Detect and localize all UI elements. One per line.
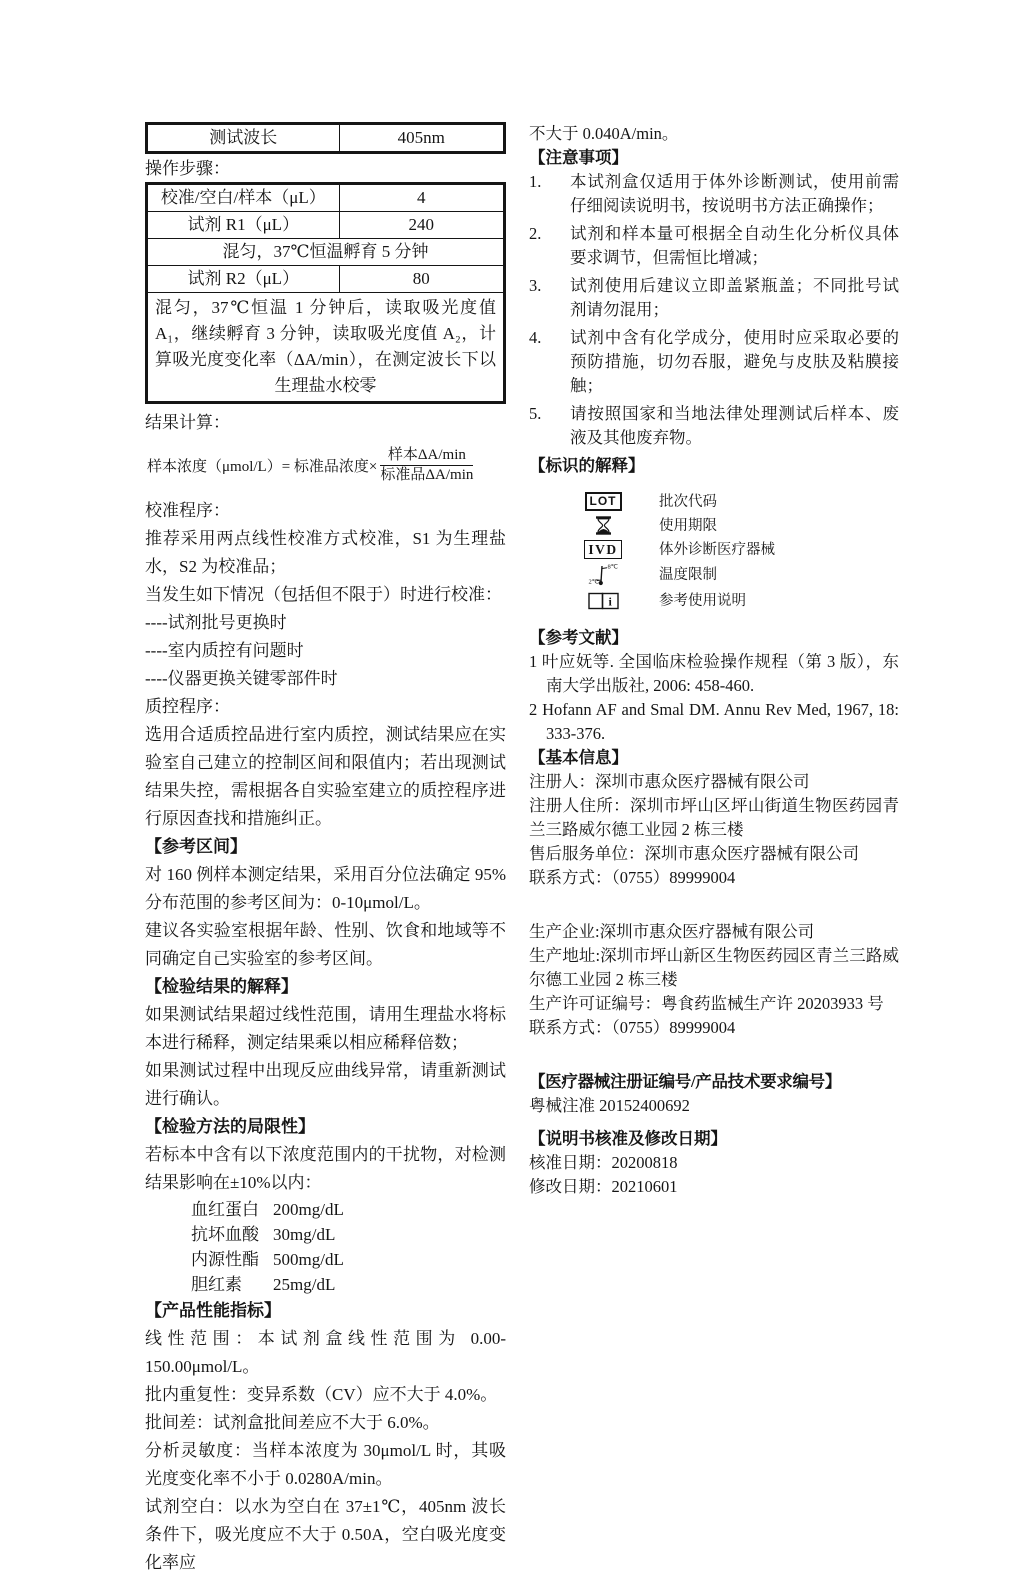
table-row — [147, 239, 505, 266]
reference-item: 2 Hofann AF and Smal DM. Annu Rev Med, 1967, 18: 333-376. — [529, 700, 899, 743]
table-row — [147, 124, 505, 153]
interferent-value: 500mg/dL — [273, 1250, 344, 1269]
performance-line: 分析灵敏度：当样本浓度为 30μmol/L 时，其吸光度变化率不小于 0.0280A/min。 — [145, 1441, 506, 1488]
ivd-icon: IVD — [571, 540, 635, 559]
result-formula — [147, 446, 506, 485]
contact-line: 联系方式：（0755）89999004 — [529, 1018, 736, 1037]
manufacturing-address-line: 生产地址:深圳市坪山新区生物医药园区青兰三路威尔德工业园 2 栋三楼 — [529, 946, 899, 989]
svg-text:2℃: 2℃ — [588, 578, 600, 586]
operation-steps-label: 操作步骤： — [145, 159, 230, 178]
qc-title: 质控程序： — [145, 697, 230, 716]
interferent-value: 200mg/dL — [273, 1200, 344, 1219]
precaution-number: 5. — [529, 404, 542, 423]
interferent-value: 30mg/dL — [273, 1225, 336, 1244]
manufacturer-line: 生产企业:深圳市惠众医疗器械有限公司 — [529, 922, 815, 941]
right-column — [529, 122, 899, 1577]
symbol-row — [529, 514, 899, 537]
symbol-row — [529, 562, 899, 588]
qc-body: 选用合适质控品进行室内质控，测试结果应在实验室自己建立的控制区间和限值内；若出现测试结果失控，需根据各自实验室建立的质控程序进行原因查找和措施纠正。 — [145, 725, 506, 828]
basic-info-title: 【基本信息】 — [529, 748, 628, 767]
precaution-text: 本试剂盒仅适用于体外诊断测试，使用前需仔细阅读说明书，按说明书方法正确操作； — [570, 172, 899, 215]
interpretation-text: 如果测试过程中出现反应曲线异常，请重新测试进行确认。 — [145, 1061, 506, 1108]
symbol-label: 温度限制 — [659, 567, 717, 583]
reference-interval-text: 对 160 例样本测定结果，采用百分位法确定 95%分布范围的参考区间为：0-10μmol/L。 — [145, 865, 506, 912]
interferent-row — [145, 1247, 506, 1272]
precaution-item — [529, 402, 899, 450]
op-row-note: 混匀，37℃恒温 1 分钟后，读取吸光度值 A₁，继续孵育 3 分钟，读取吸光度值 A₂，计算吸光度变化率（ΔA/min），在测定波长下以生理盐水校零 — [147, 293, 505, 403]
svg-text:i: i — [608, 594, 612, 608]
fraction-denominator: 标准品ΔA/min — [380, 467, 474, 483]
calibration-intro: 推荐采用两点线性校准方式校准，S1 为生理盐水，S2 为校准品； — [145, 529, 506, 576]
op-row-label: 试剂 R1（μL） — [147, 212, 340, 239]
op-row-note: 混匀，37℃恒温孵育 5 分钟 — [147, 239, 505, 266]
symbol-label: 参考使用说明 — [659, 592, 746, 609]
precaution-item — [529, 274, 899, 322]
precaution-text: 试剂中含有化学成分，使用时应采取必要的预防措施，切勿吞服，避免与皮肤及粘膜接触； — [570, 328, 899, 395]
revision-title: 【说明书核准及修改日期】 — [529, 1129, 727, 1148]
precaution-number: 2. — [529, 224, 542, 243]
precaution-item — [529, 222, 899, 270]
performance-line: 试剂空白：以水为空白在 37±1℃，405nm 波长条件下，吸光度应不大于 0.50A，空白吸光度变化率应 — [145, 1497, 506, 1572]
interferent-row — [145, 1197, 506, 1222]
references-title: 【参考文献】 — [529, 628, 628, 647]
symbols-title: 【标识的解释】 — [529, 456, 645, 475]
operation-steps-table — [145, 182, 506, 404]
precautions-title: 【注意事项】 — [529, 148, 628, 167]
interpretation-title: 【检验结果的解释】 — [145, 977, 298, 996]
symbol-row — [529, 490, 899, 513]
modification-date-line: 修改日期：20210601 — [529, 1177, 678, 1196]
precaution-number: 3. — [529, 276, 542, 295]
approval-date-line: 核准日期：20200818 — [529, 1153, 678, 1172]
registrant-line: 注册人：深圳市惠众医疗器械有限公司 — [529, 772, 810, 791]
interferent-row — [145, 1222, 506, 1247]
formula-lhs: 样本浓度（μmol/L）= 标准品浓度× — [147, 459, 378, 475]
calibration-condition: ----试剂批号更换时 — [145, 613, 287, 632]
interpretation-text: 如果测试结果超过线性范围，请用生理盐水将标本进行稀释，测定结果乘以相应稀释倍数； — [145, 1005, 506, 1052]
op-row-value: 4 — [339, 184, 504, 212]
overflow-continuation-line: 不大于 0.040A/min。 — [529, 124, 679, 143]
symbol-row — [529, 538, 899, 561]
production-license-line: 生产许可证编号：粤食药监械生产许 20203933 号 — [529, 994, 884, 1013]
temperature-limit-icon — [571, 562, 635, 588]
interferent-name: 内源性酯 — [191, 1250, 259, 1269]
precaution-number: 1. — [529, 172, 542, 191]
table-row — [147, 266, 505, 293]
calibration-condition: ----室内质控有问题时 — [145, 641, 304, 660]
table-row — [147, 212, 505, 239]
result-calculation-label: 结果计算： — [145, 413, 230, 432]
limitations-title: 【检验方法的局限性】 — [145, 1117, 315, 1136]
op-row-value: 240 — [339, 212, 504, 239]
performance-title: 【产品性能指标】 — [145, 1301, 281, 1320]
svg-text:8℃: 8℃ — [607, 563, 618, 571]
symbol-label: 体外诊断医疗器械 — [659, 541, 775, 558]
performance-line: 批内重复性：变异系数（CV）应不大于 4.0%。 — [145, 1385, 498, 1404]
precaution-item — [529, 326, 899, 398]
precaution-item — [529, 170, 899, 218]
interferent-name: 胆红素 — [191, 1275, 242, 1294]
fraction-numerator: 样本ΔA/min — [380, 446, 473, 466]
formula-fraction — [380, 446, 473, 485]
interferent-value: 25mg/dL — [273, 1275, 336, 1294]
after-sales-line: 售后服务单位：深圳市惠众医疗器械有限公司 — [529, 844, 859, 863]
calibration-when: 当发生如下情况（包括但不限于）时进行校准： — [145, 585, 502, 604]
contact-line: 联系方式：（0755）89999004 — [529, 868, 736, 887]
interferent-row — [145, 1272, 506, 1297]
precaution-text: 试剂和样本量可根据全自动生化分析仪具体要求调节，但需恒比增减； — [570, 224, 899, 267]
wavelength-value: 405nm — [339, 124, 504, 153]
left-column — [145, 122, 506, 1577]
performance-line: 批间差：试剂盒批间差应不大于 6.0%。 — [145, 1413, 440, 1432]
document-page — [145, 122, 899, 1577]
symbols-table — [529, 490, 899, 612]
registrant-address-line: 注册人住所：深圳市坪山区坪山街道生物医药园青兰三路威尔德工业园 2 栋三楼 — [529, 796, 899, 839]
symbol-label: 批次代码 — [659, 493, 717, 510]
calibration-condition: ----仪器更换关键零部件时 — [145, 669, 338, 688]
precaution-text: 请按照国家和当地法律处理测试后样本、废液及其他废弃物。 — [570, 404, 899, 447]
registration-title: 【医疗器械注册证编号/产品技术要求编号】 — [529, 1072, 842, 1091]
precaution-text: 试剂使用后建议立即盖紧瓶盖；不同批号试剂请勿混用； — [570, 276, 899, 319]
consult-instructions-icon — [571, 592, 635, 610]
symbol-row — [529, 589, 899, 612]
interferent-name: 抗坏血酸 — [191, 1225, 259, 1244]
wavelength-label: 测试波长 — [147, 124, 340, 153]
limitations-intro: 若标本中含有以下浓度范围内的干扰物，对检测结果影响在±10%以内： — [145, 1145, 506, 1192]
symbol-label: 使用期限 — [659, 517, 717, 534]
performance-line: 线性范围：本试剂盒线性范围为 0.00-150.00μmol/L。 — [145, 1329, 506, 1376]
op-row-label: 校准/空白/样本（μL） — [147, 184, 340, 212]
op-row-value: 80 — [339, 266, 504, 293]
reference-item: 1 叶应妩等. 全国临床检验操作规程（第 3 版），东南大学出版社, 2006: 458-460. — [529, 652, 899, 695]
table-row — [147, 184, 505, 212]
precaution-number: 4. — [529, 328, 542, 347]
op-row-label: 试剂 R2（μL） — [147, 266, 340, 293]
reference-interval-text: 建议各实验室根据年龄、性别、饮食和地域等不同确定自己实验室的参考区间。 — [145, 921, 506, 968]
table-row — [147, 293, 505, 403]
hourglass-icon — [571, 516, 635, 535]
calibration-title: 校准程序： — [145, 501, 230, 520]
registration-number: 粤械注准 20152400692 — [529, 1096, 690, 1115]
interferent-name: 血红蛋白 — [191, 1200, 259, 1219]
test-wavelength-table — [145, 122, 506, 154]
reference-interval-title: 【参考区间】 — [145, 837, 247, 856]
lot-icon: LOT — [571, 492, 635, 511]
